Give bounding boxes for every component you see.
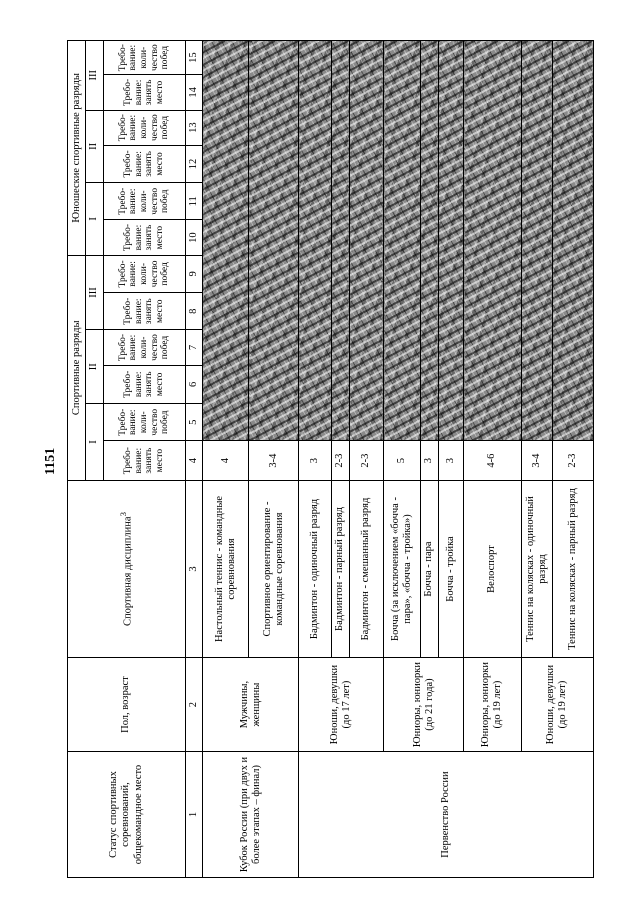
- col-number: 14: [186, 75, 203, 110]
- col-number: 15: [186, 41, 203, 75]
- col-number: 10: [186, 220, 203, 255]
- col-number: 1: [186, 752, 203, 878]
- col-number: 12: [186, 145, 203, 182]
- discipline-cell: Бочча - пара: [420, 480, 438, 657]
- header-youth-rank-3: III: [86, 41, 103, 111]
- col-number: 4: [186, 441, 203, 480]
- col-number: 5: [186, 404, 203, 441]
- header-req-place: Требо-вание: занять место: [103, 145, 185, 182]
- redacted-region: [552, 41, 593, 441]
- header-youth-rank-1: I: [86, 183, 103, 256]
- redacted-region: [521, 41, 552, 441]
- discipline-cell: Настольный теннис - командные соревнования: [203, 480, 249, 657]
- discipline-cell: Спортивное ориентирование - командные соревнования: [249, 480, 299, 657]
- discipline-cell: Бадминтон - одиночный разряд: [299, 480, 331, 657]
- place-cell: 3-4: [521, 441, 552, 480]
- gender-age-cell: Юниоры, юниорки (до 21 года): [384, 658, 464, 752]
- col-number: 8: [186, 293, 203, 330]
- header-req-wins: Требо-вание: коли-чество побед: [103, 404, 185, 441]
- header-req-wins: Требо-вание: коли-чество побед: [103, 183, 185, 220]
- rank-requirements-table: [67, 40, 594, 878]
- place-cell: 3: [439, 441, 464, 480]
- header-status: Статус спортивных соревнований, общекомандное место: [68, 752, 186, 878]
- gender-age-cell: Юноши, девушки (до 17 лет): [299, 658, 384, 752]
- place-cell: 2-3: [331, 441, 349, 480]
- col-number: 7: [186, 330, 203, 365]
- redacted-region: [331, 41, 349, 441]
- header-req-place: Требо-вание: занять место: [103, 75, 185, 110]
- place-cell: 5: [384, 441, 421, 480]
- redacted-region: [439, 41, 464, 441]
- header-req-place: Требо-вание: занять место: [103, 293, 185, 330]
- discipline-cell: Бочча (за исключением «бочча - пара», «бочча - тройка»): [384, 480, 421, 657]
- page-number: 1151: [43, 447, 58, 475]
- header-req-wins: Требо-вание: коли-чество побед: [103, 255, 185, 292]
- col-number: 2: [186, 658, 203, 752]
- place-cell: 4-6: [464, 441, 521, 480]
- gender-age-cell: Юноши, девушки (до 19 лет): [521, 658, 593, 752]
- redacted-region: [203, 41, 249, 441]
- place-cell: 4: [203, 441, 249, 480]
- col-number: 9: [186, 255, 203, 292]
- redacted-region: [299, 41, 331, 441]
- place-cell: 3: [299, 441, 331, 480]
- header-req-place: Требо-вание: занять место: [103, 365, 185, 403]
- header-req-wins: Требо-вание: коли-чество побед: [103, 330, 185, 365]
- header-youth-ranks: Юношеские спортивные разряды: [68, 41, 86, 256]
- rotated-table-container: [67, 40, 594, 878]
- discipline-cell: Теннис на колясках - парный разряд: [552, 480, 593, 657]
- redacted-region: [384, 41, 421, 441]
- header-req-place: Требо-вание: занять место: [103, 441, 185, 480]
- redacted-region: [249, 41, 299, 441]
- gender-age-cell: Мужчины, женщины: [203, 658, 299, 752]
- discipline-cell: Теннис на колясках - одиночный разряд: [521, 480, 552, 657]
- discipline-cell: Бадминтон - парный разряд: [331, 480, 349, 657]
- header-sport-ranks: Спортивные разряды: [68, 255, 86, 480]
- header-req-place: Требо-вание: занять место: [103, 220, 185, 255]
- status-cell: Кубок России (при двух и более этапах – финал): [203, 752, 299, 878]
- header-sport-rank-3: III: [86, 255, 103, 330]
- place-cell: 3-4: [249, 441, 299, 480]
- gender-age-cell: Юниоры, юниорки (до 19 лет): [464, 658, 521, 752]
- place-cell: 3: [420, 441, 438, 480]
- header-youth-rank-2: II: [86, 110, 103, 183]
- header-discipline: Спортивная дисциплина$^3$: [68, 480, 186, 657]
- place-cell: 2-3: [552, 441, 593, 480]
- discipline-cell: Бочча - тройка: [439, 480, 464, 657]
- discipline-cell: Велоспорт: [464, 480, 521, 657]
- status-cell: Первенство России: [299, 752, 594, 878]
- header-sport-rank-2: II: [86, 330, 103, 404]
- col-number: 13: [186, 110, 203, 145]
- redacted-region: [349, 41, 383, 441]
- redacted-region: [420, 41, 438, 441]
- redacted-region: [464, 41, 521, 441]
- header-gender-age: Пол, возраст: [68, 658, 186, 752]
- header-sport-rank-1: I: [86, 404, 103, 481]
- header-req-wins: Требо-вание: коли-чество побед: [103, 110, 185, 145]
- header-req-wins: Требо-вание: коли-чество побед: [103, 41, 185, 75]
- col-number: 3: [186, 480, 203, 657]
- col-number: 6: [186, 365, 203, 403]
- place-cell: 2-3: [349, 441, 383, 480]
- col-number: 11: [186, 183, 203, 220]
- discipline-cell: Бадминтон - смешанный разряд: [349, 480, 383, 657]
